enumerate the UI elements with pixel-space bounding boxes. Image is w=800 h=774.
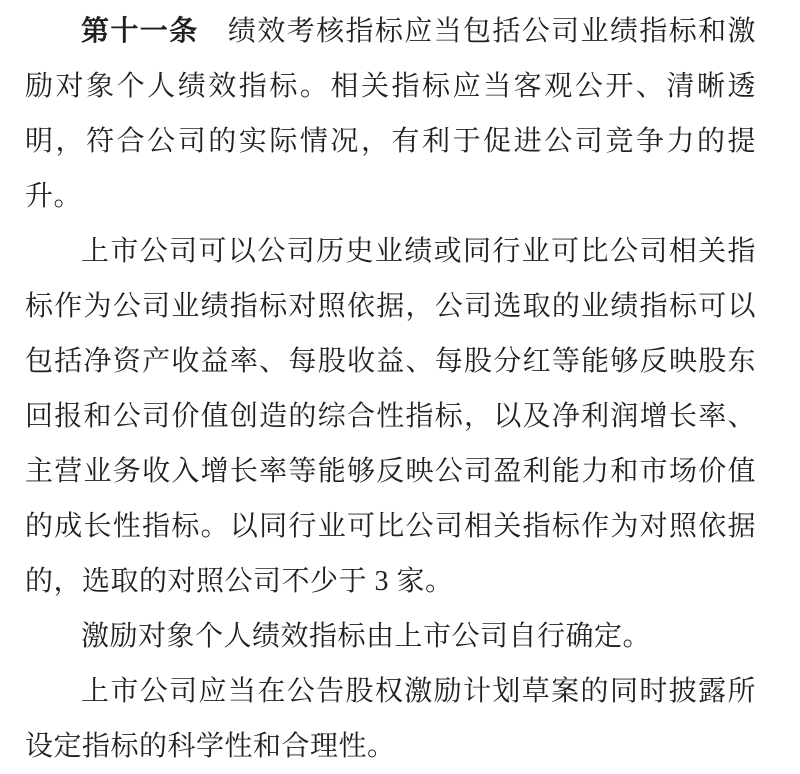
paragraph-company-indicators	[25, 224, 756, 609]
article-number: 第十一条	[81, 16, 199, 47]
paragraph-text: 上市公司应当在公告股权激励计划草案的同时披露所设定指标的科学性和合理性。	[25, 676, 756, 762]
paragraph-disclosure	[25, 664, 756, 774]
paragraph-text: 激励对象个人绩效指标由上市公司自行确定。	[81, 621, 652, 652]
paragraph-text: 上市公司可以公司历史业绩或同行业可比公司相关指标作为公司业绩指标对照依据，公司选取的业绩指标可以包括净资产收益率、每股收益、每股分红等能够反映股东回报和公司价值创造的综合性指标，以及净利润增长率、主营业务收入增长率等能够反映公司盈利能力和市场价值的成长性指标。以同行业可比公司相关指标作为对照依据的，选取的对照公司不少于 3 家。	[25, 236, 756, 597]
paragraph-personal-indicators	[25, 609, 756, 664]
paragraph-text: 绩效考核指标应当包括公司业绩指标和激励对象个人绩效指标。相关指标应当客观公开、清晰透明，符合公司的实际情况，有利于促进公司竞争力的提升。	[25, 16, 756, 212]
paragraph-article-11	[25, 4, 756, 224]
